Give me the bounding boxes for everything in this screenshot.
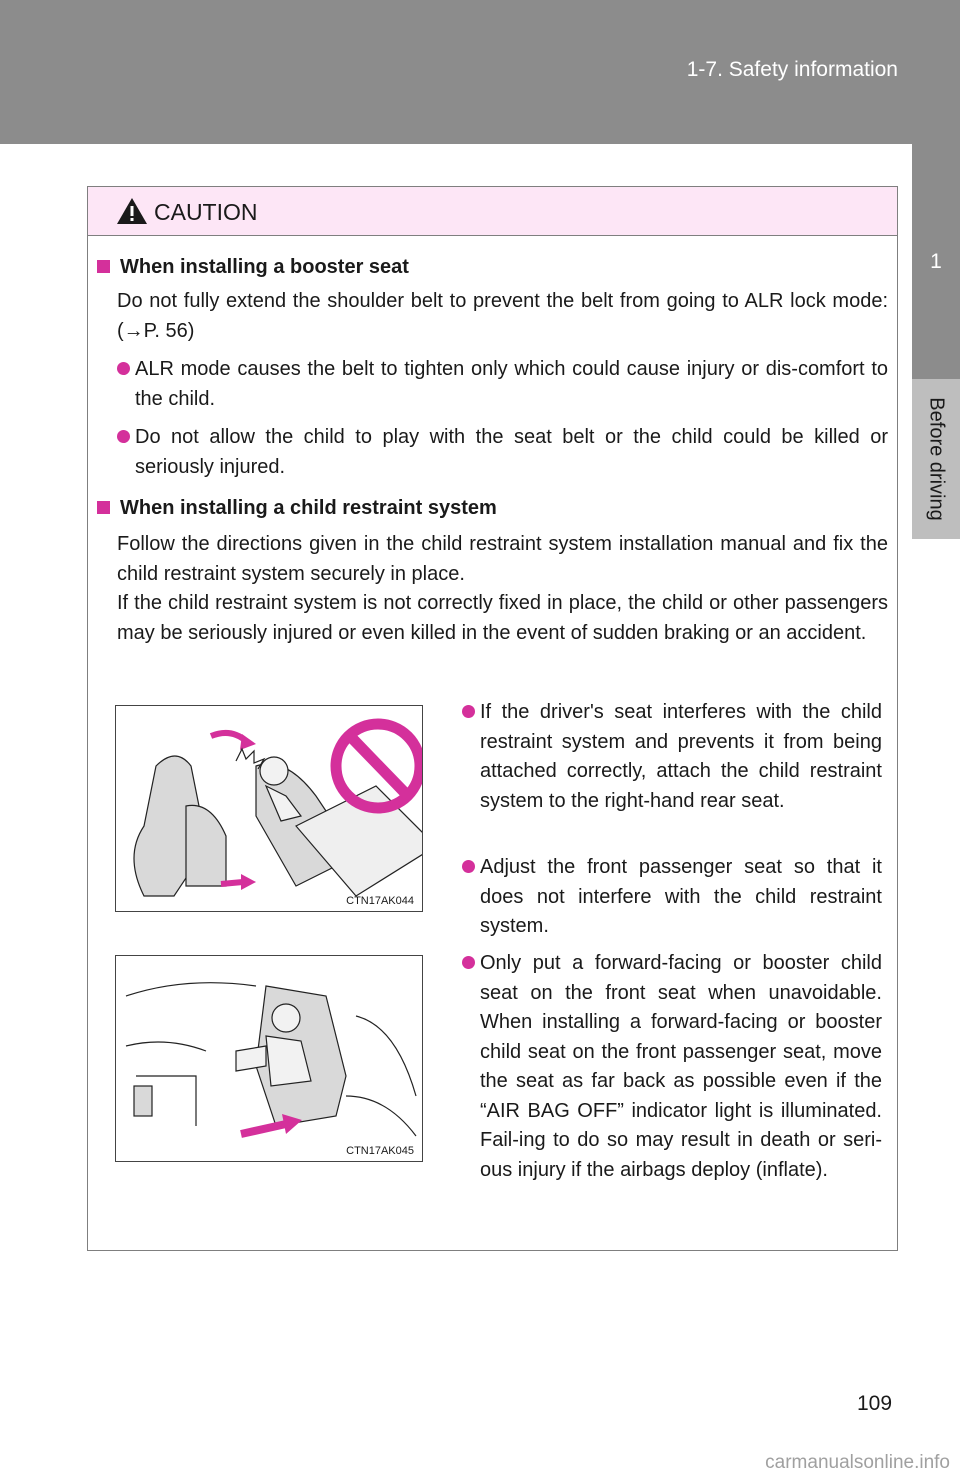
bullet-item: Do not allow the child to play with the seat belt or the child could be killed or seriously injured. (117, 423, 888, 482)
page-number: 109 (857, 1392, 893, 1415)
bullet-item: If the driver's seat interferes with the child restraint system and prevents it from being attached correctly, attach the child restraint system to the right-hand rear seat. (462, 698, 882, 816)
page-header (0, 0, 960, 144)
chapter-number-tab: 1 (912, 144, 960, 379)
section-title: 1-7. Safety information (686, 58, 898, 81)
seat-interference-illustration (116, 706, 422, 911)
circle-bullet-icon (117, 362, 130, 375)
child-restraint-paragraph-2: If the child restraint system is not correctly fixed in place, the child or other passengers may be seriously injured or even killed in the event of sudden braking or an accident. (117, 592, 888, 644)
illustration-driver-seat-interference (115, 705, 423, 912)
circle-bullet-icon (462, 956, 475, 969)
chapter-label: Before driving (925, 397, 948, 521)
chapter-label-tab (912, 379, 960, 539)
illustration-front-passenger-seat (115, 955, 423, 1162)
caution-header (88, 187, 897, 236)
circle-bullet-icon (117, 430, 130, 443)
child-restraint-paragraph-1: Follow the directions given in the child restraint system installation manual and fix the child restraint system securely in place. (117, 533, 888, 585)
circle-bullet-icon (462, 860, 475, 873)
booster-paragraph: Do not fully extend the shoulder belt to prevent the belt from going to ALR lock mode: (→P. 56) (117, 290, 888, 342)
caution-title: CAUTION (154, 199, 258, 225)
section-heading-child-restraint: When installing a child restraint system (97, 497, 497, 520)
bullet-item: Adjust the front passenger seat so that it does not interfere with the child restraint system. (462, 853, 882, 942)
figure-code: CTN17AK044 (346, 895, 414, 907)
bullet-item: Only put a forward-facing or booster child seat on the front seat when unavoidable. When installing a forward-facing or booster child seat on the front passenger seat, move the seat as far back as possible even if the “AIR BAG OFF” indicator light is illuminated. Fail-ing to do so may result in death or seri-ous injury if the airbags deploy (inflate). (462, 949, 882, 1185)
warning-triangle-icon (116, 197, 148, 225)
square-bullet-icon (97, 501, 110, 514)
watermark: carmanualsonline.info (765, 1452, 950, 1473)
front-seat-illustration (116, 956, 422, 1161)
section-heading-booster: When installing a booster seat (97, 256, 409, 279)
bullet-item: ALR mode causes the belt to tighten only which could cause injury or dis-comfort to the child. (117, 355, 888, 414)
figure-code: CTN17AK045 (346, 1145, 414, 1157)
circle-bullet-icon (462, 705, 475, 718)
square-bullet-icon (97, 260, 110, 273)
